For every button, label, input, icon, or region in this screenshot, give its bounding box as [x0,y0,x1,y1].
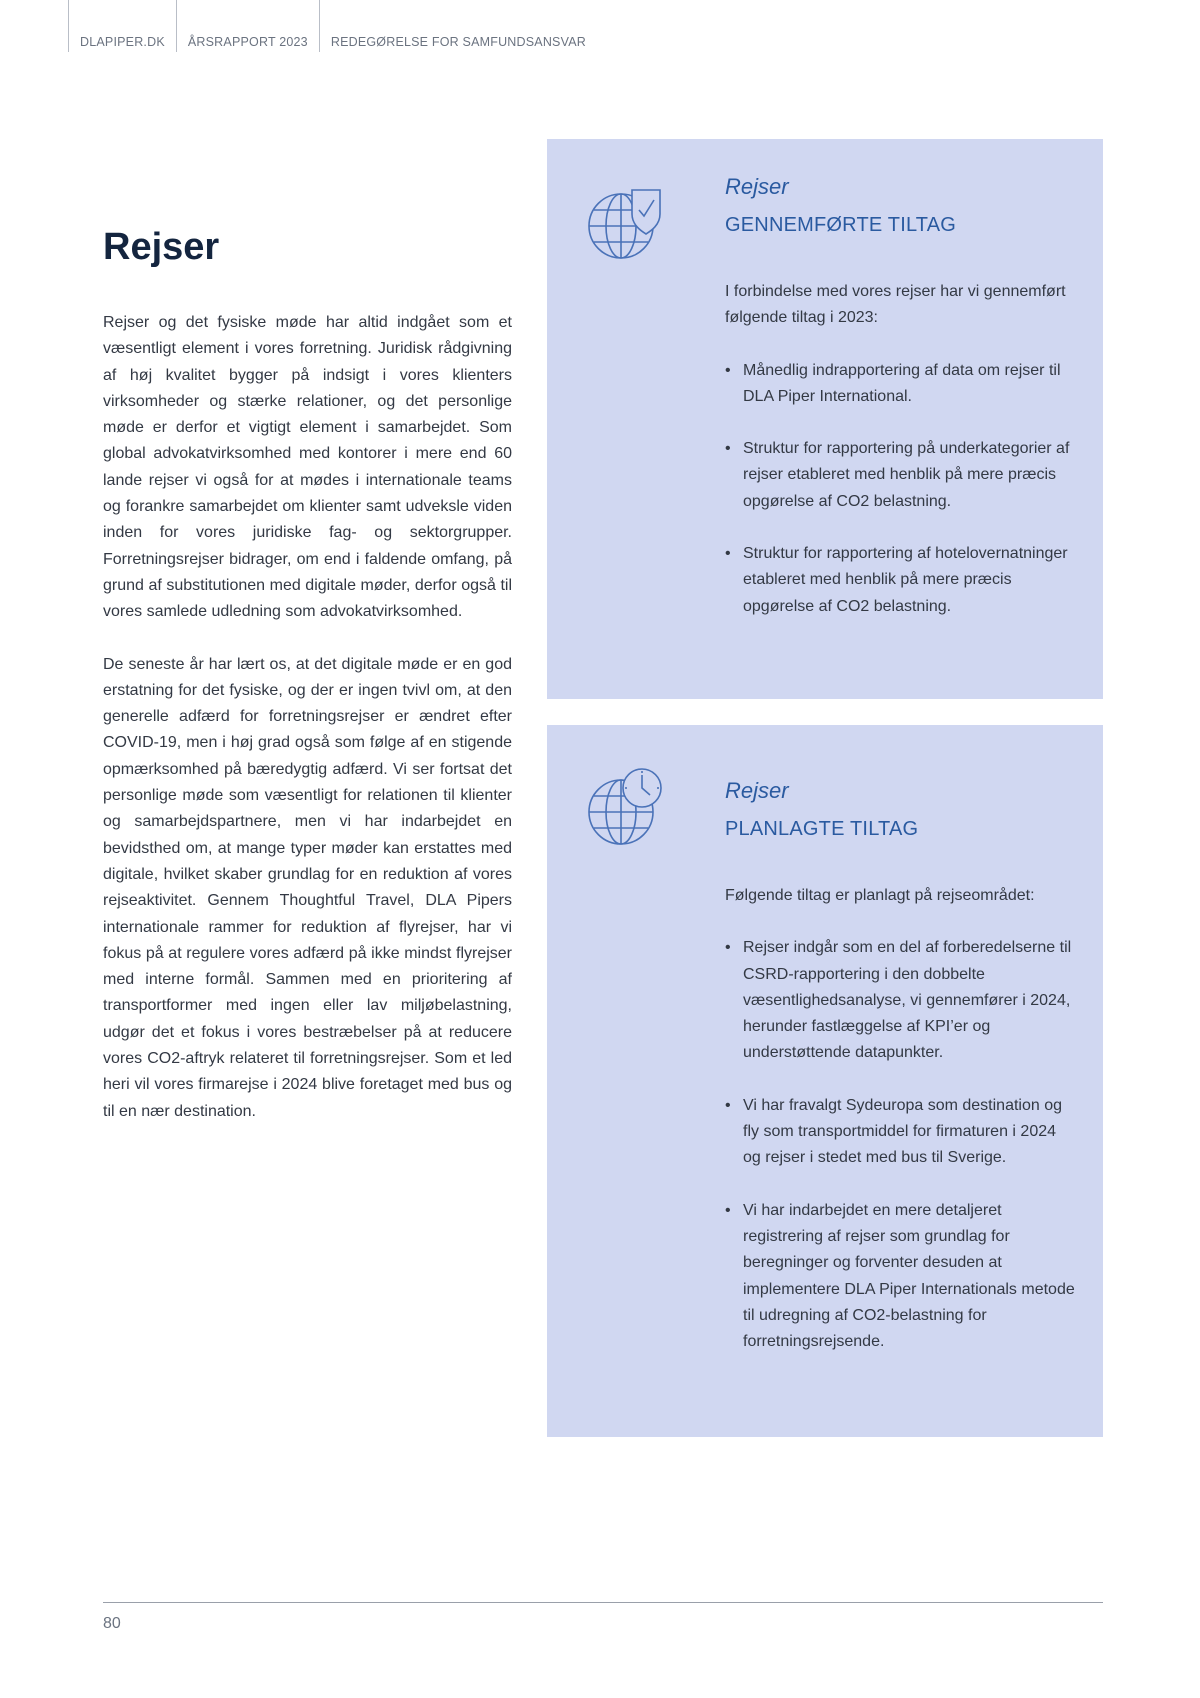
page-number: 80 [103,1615,121,1632]
panel-heading: GENNEMFØRTE TILTAG [725,214,957,236]
footer-divider [103,1602,1103,1603]
list-item: • Rejser indgår som en del af forberedelserne til CSRD-rapportering i den dobbelte væsentlighedsanalyse, vi gennemfører i 2024, herunder fastlæggelse af KPI’er og understøttende datapunkter. [725,935,1075,1066]
globe-shield-check-icon [586,184,664,262]
list-item: • Vi har indarbejdet en mere detaljeret registrering af rejser som grundlag for beregninger og forventer desuden at implementere DLA Piper Internationals metode til udregning af CO2-belastning for forretningsrejsende. [725,1198,1075,1356]
main-body [103,310,512,1125]
title-block [103,210,512,270]
body-paragraph: De seneste år har lært os, at det digitale møde er en god erstatning for det fysiske, og der er ingen tvivl om, at den generelle adfærd for forretningsrejser er ændret efter COVID-19, men i høj grad også som følge af en stigende opmærksomhed på bæredygtig adfærd. Vi ser fortsat det personlige møde som væsentligt for relationen til klienter og samarbejdspartnere, men vi har indarbejdet en bevidsthed om, at mange typer møder kan erstattes med digitale, hvilket skaber grundlag for en reduktion af vores rejseaktivitet. Gennem Thoughtful Travel, DLA Pipers internationale rammer for reduktion af flyrejser, har vi fokus på at regulere vores adfærd på ikke mindst flyrejser med interne formål. Sammen med en prioritering af transportformer med ingen eller lav miljøbelastning, udgør det et fokus i vores bestræbelser på at reducere vores CO2-aftryk relateret til forretningsrejser. Som et led heri vil vores firmarejse i 2024 blive foretaget med bus og til en nær destination. [103,655,512,1120]
nav-report[interactable]: ÅRSRAPPORT 2023 [176,0,319,52]
list-item: • Struktur for rapportering af hotelovernatninger etableret med henblik på mere præcis opgørelse af CO2 belastning. [725,541,1075,620]
list-item: • Månedlig indrapportering af data om rejser til DLA Piper International. [725,358,1075,411]
panel-content [725,777,1075,1355]
top-navigation [0,0,597,52]
panel-intro: Følgende tiltag er planlagt på rejseområdet: [725,887,1035,904]
nav-site[interactable]: DLAPIPER.DK [68,0,176,52]
globe-clock-icon [586,767,664,845]
panel-heading: PLANLAGTE TILTAG [725,818,919,840]
list-item: • Struktur for rapportering på underkategorier af rejser etableret med henblik på mere præcis opgørelse af CO2 belastning. [725,436,1075,515]
panel-intro: I forbindelse med vores rejser har vi gennemført følgende tiltag i 2023: [725,283,1066,327]
panel-kicker: Rejser [725,174,789,199]
panel-content [725,173,1075,620]
bullet-list [725,935,1075,1355]
panel-completed-measures [547,139,1103,699]
panel-planned-measures [547,725,1103,1437]
list-item: • Vi har fravalgt Sydeuropa som destination og fly som transportmiddel for firmaturen i 2024 og rejser i stedet med bus til Sverige. [725,1093,1075,1172]
nav-section[interactable]: REDEGØRELSE FOR SAMFUNDSANSVAR [319,0,597,52]
body-paragraph: Rejser og det fysiske møde har altid indgået som et væsentligt element i vores forretning. Juridisk rådgivning af høj kvalitet bygger på indsigt i vores klienters virksomheder og stærke relationer, og det personlige møde er derfor et vigtigt element i samarbejdet. Som global advokatvirksomhed med kontorer i mere end 60 lande rejser vi også for at mødes i internationale teams og forankre samarbejdet om klienter samt udveksle viden inden for vores juridiske fag- og sektorgrupper. Forretningsrejser bidrager, om end i faldende omfang, på grund af substitutionen med digitale møder, derfor også til vores samlede udledning som advokatvirksomhed. [103,314,512,621]
panel-kicker: Rejser [725,778,789,803]
page-title: Rejser [103,226,220,268]
bullet-list [725,358,1075,620]
